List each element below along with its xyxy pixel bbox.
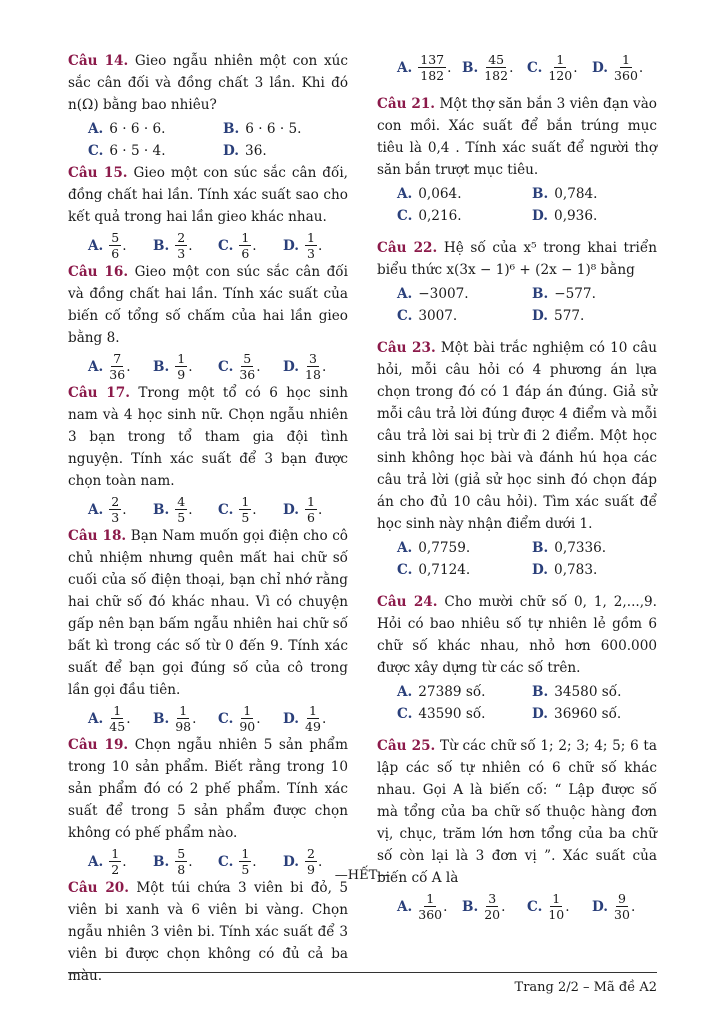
period: . [126, 358, 131, 375]
period: . [318, 501, 323, 518]
period: . [252, 501, 257, 518]
numerator: 5 [177, 846, 186, 861]
denominator: 49 [305, 719, 321, 734]
period: . [252, 237, 257, 254]
numerator: 1 [552, 891, 561, 906]
option-value: 36. [245, 143, 267, 159]
numerator: 1 [113, 703, 122, 718]
question-20-options [377, 52, 657, 83]
option-value: 6 · 5 · 4. [109, 143, 166, 159]
fraction [484, 52, 508, 83]
answer-options [397, 183, 657, 227]
answer-option-d[interactable] [283, 351, 348, 382]
answer-option-b[interactable] [153, 351, 218, 382]
fraction [109, 703, 125, 734]
question-number: Câu 22. [377, 240, 438, 256]
answer-options [397, 283, 657, 327]
question-body: Một bài trắc nghiệm có 10 câu hỏi, mỗi câu hỏi có 4 phương án lựa chọn trong đó có 1 đáp án đúng. Giả sử mỗi câu trả lời đúng được 4 điểm và mỗi câu trả lời sai bị trừ đi 2 điểm. Một học sinh không học bài và đánh hú họa các câu trả lời (giả sử học sinh đó chọn đáp án cho đủ 10 câu hỏi). Tìm xác suất để học sinh này nhận điểm dưới 1. [377, 340, 657, 532]
question-25 [377, 735, 657, 922]
option-label: B. [153, 710, 170, 727]
period: . [630, 898, 636, 915]
question-body: Cho mười chữ số 0, 1, 2,...,9. Hỏi có bao nhiêu số tự nhiên lẻ gồm 6 chữ số khác nhau, nhỏ hơn 600.000 được xây dựng từ các số trên. [377, 594, 657, 676]
option-label: D. [283, 853, 300, 870]
answer-options [397, 537, 657, 581]
option-label: D. [223, 143, 240, 159]
right-column [377, 50, 657, 922]
option-label: A. [397, 898, 413, 915]
question-20 [68, 877, 348, 987]
denominator: 5 [177, 510, 186, 525]
denominator: 90 [239, 719, 256, 734]
denominator: 6 [111, 246, 120, 261]
option-label: B. [462, 59, 479, 76]
period: . [573, 59, 578, 76]
fraction [175, 703, 191, 734]
option-label: A. [397, 59, 413, 76]
question-24 [377, 591, 657, 725]
option-value: 0,7759. [418, 540, 471, 556]
answer-option-c[interactable] [527, 891, 592, 922]
period: . [318, 237, 323, 254]
option-value: 34580 số. [554, 684, 622, 700]
denominator: 360 [614, 68, 638, 83]
option-value: 27389 số. [418, 684, 486, 700]
question-body: Một túi chứa 3 viên bi đỏ, 5 viên bi xanh và 6 viên bi vàng. Chọn ngẫu nhiên 3 viên bi. Tính xác suất để 3 viên bi được chọn không có đủ cả ba màu. [68, 880, 348, 984]
numerator: 2 [177, 230, 186, 245]
answer-option-a[interactable] [397, 537, 532, 559]
question-number: Câu 16. [68, 264, 129, 280]
period: . [122, 853, 127, 870]
period: . [192, 710, 197, 727]
answer-option-c[interactable] [397, 703, 532, 725]
option-label: A. [88, 710, 104, 727]
option-value: −3007. [418, 286, 469, 302]
answer-option-a[interactable] [88, 230, 153, 261]
period: . [188, 853, 193, 870]
answer-options [88, 230, 348, 261]
period: . [318, 853, 323, 870]
denominator: 45 [109, 719, 126, 734]
option-label: B. [532, 540, 549, 556]
question-body: Chọn ngẫu nhiên 5 sản phẩm trong 10 sản phẩm. Biết rằng trong 10 sản phẩm đó có 2 phế phẩm. Tính xác suất để trong 5 sản phẩm được chọn không có phế phẩm nào. [68, 737, 348, 841]
option-value: 0,7124. [418, 562, 471, 578]
option-label: C. [527, 59, 543, 76]
denominator: 5 [241, 510, 250, 525]
option-value: 3007. [418, 308, 458, 324]
option-label: C. [397, 208, 413, 224]
question-text [68, 50, 348, 116]
answer-option-c[interactable] [397, 305, 532, 327]
numerator: 1 [241, 846, 250, 861]
question-number: Câu 24. [377, 594, 438, 610]
answer-option-b[interactable] [532, 283, 667, 305]
denominator: 360 [418, 907, 443, 922]
fraction [614, 52, 638, 83]
answer-option-c[interactable] [218, 703, 283, 734]
period: . [188, 501, 193, 518]
answer-option-c[interactable] [218, 230, 283, 261]
answer-option-a[interactable] [88, 494, 153, 525]
option-label: B. [223, 121, 240, 137]
fraction [484, 891, 500, 922]
question-number: Câu 25. [377, 738, 436, 754]
question-text [68, 382, 348, 492]
question-text [377, 337, 657, 535]
question-body: Gieo một con súc sắc cân đối, đồng chất hai lần. Tính xác suất sao cho kết quả trong hai lần gieo khác nhau. [68, 165, 348, 225]
denominator: 9 [307, 862, 315, 877]
question-body: Bạn Nam muốn gọi điện cho cô chủ nhiệm nhưng quên mất hai chữ số cuối của số điện thoại, bạn chỉ nhớ rằng hai chữ số đó khác nhau. Vì có chuyện gấp nên bạn bấm ngẫu nhiên hai chữ số bất kì trong các số từ 0 đến 9. Tính xác suất để bạn gọi đúng số của cô trong lần gọi đầu tiên. [68, 528, 348, 698]
option-label: D. [592, 59, 609, 76]
numerator: 1 [179, 703, 188, 718]
option-label: A. [397, 540, 413, 556]
denominator: 18 [305, 367, 321, 382]
question-number: Câu 17. [68, 385, 130, 401]
option-label: B. [532, 186, 549, 202]
option-label: A. [397, 286, 413, 302]
option-value: 43590 số. [418, 706, 486, 722]
option-value: 6 · 6 · 5. [245, 121, 302, 137]
question-text [377, 591, 657, 679]
answer-option-a[interactable] [397, 681, 532, 703]
option-value: 0,064. [418, 186, 462, 202]
answer-option-d[interactable] [283, 230, 348, 261]
fraction [305, 351, 321, 382]
answer-options [88, 494, 348, 525]
numerator: 9 [618, 891, 626, 906]
period: . [443, 898, 448, 915]
option-label: D. [283, 710, 300, 727]
option-label: B. [532, 684, 549, 700]
period: . [256, 710, 261, 727]
fraction [548, 52, 572, 83]
numerator: 3 [309, 351, 317, 366]
option-label: D. [592, 898, 609, 915]
option-label: C. [218, 853, 234, 870]
option-label: A. [88, 853, 104, 870]
option-label: D. [532, 706, 549, 722]
denominator: 9 [177, 367, 186, 382]
fraction [418, 891, 442, 922]
period: . [565, 898, 570, 915]
question-body: Trong một tổ có 6 học sinh nam và 4 học sinh nữ. Chọn ngẫu nhiên 3 bạn trong tổ tham gia đội tình nguyện. Tính xác suất để 3 bạn được chọn toàn nam. [68, 385, 349, 489]
question-22 [377, 237, 657, 327]
denominator: 98 [175, 719, 192, 734]
period: . [188, 358, 193, 375]
question-18 [68, 525, 348, 734]
question-text [68, 162, 348, 228]
option-value: 0,216. [418, 208, 462, 224]
numerator: 1 [556, 52, 565, 67]
period: . [638, 59, 644, 76]
answer-option-a[interactable] [397, 183, 532, 205]
denominator: 3 [307, 246, 315, 261]
numerator: 5 [111, 230, 120, 245]
option-value: 0,784. [554, 186, 598, 202]
answer-option-b[interactable] [153, 494, 218, 525]
answer-option-b[interactable] [223, 118, 358, 140]
answer-options [88, 703, 348, 734]
answer-option-c[interactable] [88, 140, 223, 162]
question-text [68, 734, 348, 844]
question-19 [68, 734, 348, 877]
question-21 [377, 93, 657, 227]
answer-option-a[interactable] [88, 118, 223, 140]
question-23 [377, 337, 657, 581]
option-value: 0,936. [554, 208, 598, 224]
numerator: 137 [420, 52, 445, 67]
numerator: 1 [241, 230, 250, 245]
question-body: Gieo một con súc sắc cân đối và đồng chất hai lần. Tính xác suất của biến cố tổng số chấm của hai lần gieo bằng 8. [68, 264, 348, 346]
question-body: Hệ số của x⁵ trong khai triển biểu thức x(3x − 1)⁶ + (2x − 1)⁸ bằng [377, 240, 657, 278]
answer-options [397, 52, 657, 83]
answer-option-c[interactable] [397, 205, 532, 227]
numerator: 1 [307, 230, 315, 245]
answer-option-c[interactable] [218, 351, 283, 382]
option-label: C. [527, 898, 543, 915]
option-label: C. [218, 501, 234, 518]
fraction [109, 494, 121, 525]
fraction [239, 351, 255, 382]
option-label: B. [153, 358, 170, 375]
denominator: 30 [614, 907, 630, 922]
fraction [175, 230, 187, 261]
fraction [239, 703, 255, 734]
option-label: C. [397, 308, 413, 324]
answer-option-d[interactable] [532, 305, 667, 327]
denominator: 182 [420, 68, 445, 83]
left-column [68, 50, 348, 987]
question-text [68, 525, 348, 701]
fraction [109, 351, 125, 382]
fraction [109, 230, 121, 261]
option-label: A. [88, 121, 104, 137]
answer-option-d[interactable] [532, 703, 667, 725]
option-label: D. [283, 501, 300, 518]
question-number: Câu 20. [68, 880, 129, 896]
option-label: A. [397, 684, 413, 700]
numerator: 1 [111, 846, 120, 861]
period: . [126, 710, 131, 727]
option-label: C. [397, 706, 413, 722]
fraction [305, 703, 321, 734]
option-label: D. [283, 237, 300, 254]
option-label: B. [462, 898, 479, 915]
period: . [501, 898, 506, 915]
answer-option-d[interactable] [592, 52, 657, 83]
numerator: 4 [177, 494, 186, 509]
question-14 [68, 50, 348, 162]
question-17 [68, 382, 348, 525]
denominator: 182 [484, 68, 509, 83]
period: . [122, 237, 127, 254]
question-number: Câu 19. [68, 737, 129, 753]
period: . [256, 358, 261, 375]
fraction [175, 494, 187, 525]
answer-option-b[interactable] [153, 230, 218, 261]
answer-option-b[interactable] [532, 183, 667, 205]
question-text [377, 237, 657, 281]
answer-options [88, 351, 348, 382]
question-text [377, 93, 657, 181]
option-label: A. [397, 186, 413, 202]
denominator: 3 [111, 510, 120, 525]
answer-option-b[interactable] [532, 681, 667, 703]
fraction [239, 230, 251, 261]
numerator: 1 [241, 494, 250, 509]
option-label: C. [397, 562, 413, 578]
denominator: 36 [109, 367, 126, 382]
answer-option-d[interactable] [532, 559, 667, 581]
question-number: Câu 23. [377, 340, 436, 356]
question-number: Câu 18. [68, 528, 127, 544]
question-number: Câu 15. [68, 165, 128, 181]
numerator: 1 [307, 494, 315, 509]
answer-option-c[interactable] [527, 52, 592, 83]
option-label: D. [532, 208, 549, 224]
page-footer: Trang 2/2 – Mã đề A2 [514, 980, 657, 995]
answer-option-d[interactable] [532, 205, 667, 227]
answer-options [397, 681, 657, 725]
numerator: 1 [426, 891, 435, 906]
option-label: C. [218, 710, 234, 727]
answer-option-a[interactable] [88, 703, 153, 734]
option-label: C. [88, 143, 104, 159]
option-value: 0,783. [554, 562, 598, 578]
answer-options [88, 118, 348, 162]
denominator: 36 [239, 367, 256, 382]
period: . [188, 237, 193, 254]
option-value: 577. [554, 308, 585, 324]
fraction [614, 891, 630, 922]
denominator: 10 [548, 907, 565, 922]
option-value: 6 · 6 · 6. [109, 121, 166, 137]
answer-option-a[interactable] [397, 52, 462, 83]
denominator: 2 [111, 862, 120, 877]
denominator: 20 [484, 907, 501, 922]
answer-option-b[interactable] [532, 537, 667, 559]
answer-option-d[interactable] [592, 891, 657, 922]
fraction [305, 230, 317, 261]
numerator: 1 [309, 703, 317, 718]
period: . [122, 501, 127, 518]
answer-option-a[interactable] [88, 351, 153, 382]
answer-option-a[interactable] [397, 891, 462, 922]
period: . [321, 358, 327, 375]
numerator: 1 [243, 703, 252, 718]
option-value: 0,7336. [554, 540, 607, 556]
fraction [418, 52, 446, 83]
question-15 [68, 162, 348, 261]
denominator: 6 [307, 510, 315, 525]
denominator: 120 [548, 68, 573, 83]
answer-option-b[interactable] [462, 52, 527, 83]
answer-option-a[interactable] [397, 283, 532, 305]
footer-rule [68, 972, 657, 973]
fraction [175, 351, 187, 382]
denominator: 5 [241, 862, 250, 877]
answer-option-d[interactable] [223, 140, 358, 162]
numerator: 1 [622, 52, 630, 67]
option-label: B. [532, 286, 549, 302]
numerator: 2 [307, 846, 315, 861]
answer-option-d[interactable] [283, 494, 348, 525]
numerator: 5 [243, 351, 252, 366]
numerator: 3 [488, 891, 497, 906]
option-value: −577. [554, 286, 596, 302]
question-body: Gieo ngẫu nhiên một con xúc sắc cân đối và đồng chất 3 lần. Khi đó n(Ω) bằng bao nhiêu? [68, 53, 348, 113]
question-number: Câu 14. [68, 53, 129, 69]
period: . [321, 710, 327, 727]
numerator: 2 [111, 494, 120, 509]
option-label: D. [532, 308, 549, 324]
answer-option-d[interactable] [283, 703, 348, 734]
numerator: 1 [177, 351, 186, 366]
question-text [68, 877, 348, 987]
period: . [509, 59, 514, 76]
end-mark: —HẾT— [334, 868, 391, 883]
period: . [252, 853, 257, 870]
option-label: D. [283, 358, 300, 375]
answer-option-b[interactable] [462, 891, 527, 922]
option-label: A. [88, 358, 104, 375]
option-label: B. [153, 237, 170, 254]
question-text [377, 735, 657, 889]
option-label: C. [218, 237, 234, 254]
numerator: 7 [113, 351, 122, 366]
numerator: 45 [488, 52, 505, 67]
denominator: 8 [177, 862, 186, 877]
question-body: Từ các chữ số 1; 2; 3; 4; 5; 6 ta lập các số tự nhiên có 6 chữ số khác nhau. Gọi A là biến cố: “ Lập được số mà tổng của ba chữ số thuộc hàng đơn vị, chục, trăm lớn hơn tổng của ba chữ số còn lại là 3 đơn vị ”. Xác suất của biến cố A là [377, 738, 657, 886]
question-body: Một thợ săn bắn 3 viên đạn vào con mồi. Xác suất để bắn trúng mục tiêu là 0,4 . Tính xác suất để người thợ săn bắn trượt mục tiêu. [377, 96, 657, 178]
denominator: 6 [241, 246, 250, 261]
option-label: C. [218, 358, 234, 375]
period: . [447, 59, 452, 76]
option-value: 36960 số. [554, 706, 622, 722]
answer-options [397, 891, 657, 922]
question-text [68, 261, 348, 349]
question-16 [68, 261, 348, 382]
option-label: B. [153, 501, 170, 518]
fraction [305, 494, 317, 525]
fraction [239, 494, 251, 525]
fraction [548, 891, 564, 922]
option-label: A. [88, 501, 104, 518]
denominator: 3 [177, 246, 186, 261]
option-label: B. [153, 853, 170, 870]
answer-option-c[interactable] [218, 494, 283, 525]
option-label: D. [532, 562, 549, 578]
answer-option-b[interactable] [153, 703, 218, 734]
option-label: A. [88, 237, 104, 254]
answer-option-c[interactable] [397, 559, 532, 581]
question-number: Câu 21. [377, 96, 436, 112]
